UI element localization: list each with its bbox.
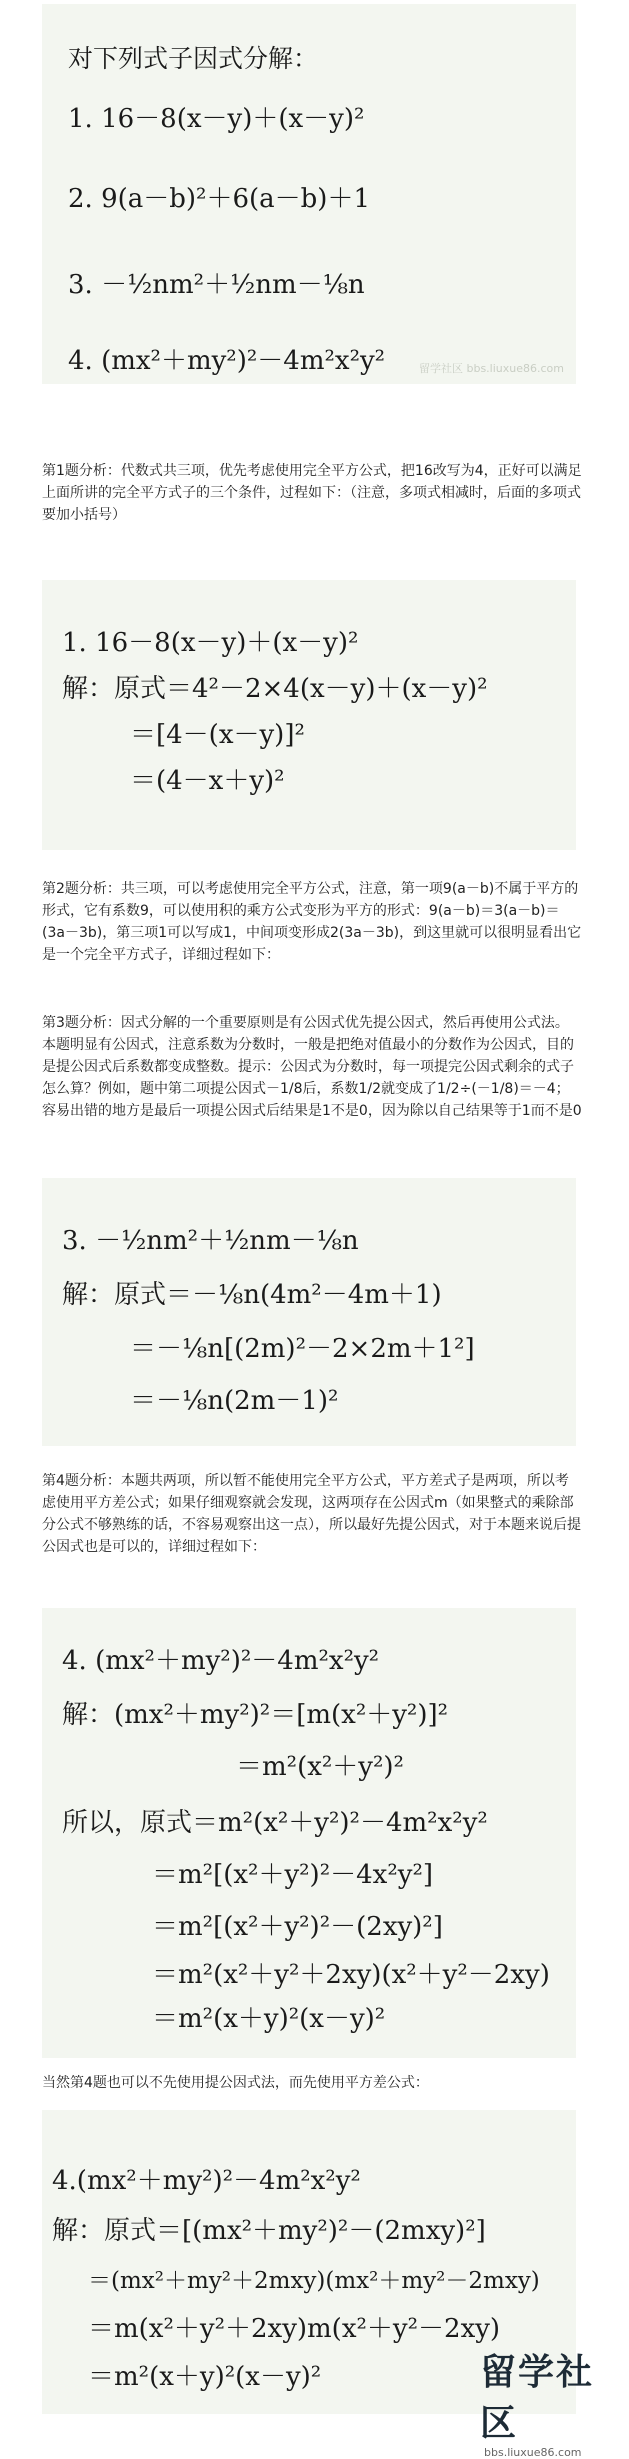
site-logo-url: bbs.liuxue86.com [484, 2446, 582, 2459]
solution-4b-line-1: 4.(mx²＋my²)²－4m²x²y² [52, 2166, 361, 2196]
analysis-2: 第2题分析：共三项，可以考虑使用完全平方公式，注意，第一项9(a－b)不属于平方的形式，它有系数9，可以使用积的乘方公式变形为平方的形式：9(a－b)＝3(a－b)＝(3a－3b)，第三项1可以写成1，中间项变形成2(3a－3b)，到这里就可以很明显看出它是一个完全平方式子，详细过程如下： [42, 881, 582, 963]
analysis-4: 第4题分析：本题共两项，所以暂不能使用完全平方公式，平方差式子是两项，所以考虑使用平方差公式；如果仔细观察就会发现，这两项存在公因式m（如果整式的乘除部分公式不够熟练的话，不容易观察出这一点），所以最好先提公因式，对于本题来说后提公因式也是可以的，详细过程如下： [42, 1473, 581, 1555]
solution-4-card [42, 1608, 576, 2058]
solution-3-line-2: 解：原式＝－⅛n(4m²－4m＋1) [62, 1280, 442, 1310]
solution-1-line-2: 解：原式＝4²－2×4(x－y)＋(x－y)² [62, 674, 488, 704]
solution-4-line-6: ＝m²[(x²＋y²)²－(2xy)²] [152, 1912, 443, 1942]
solution-4-line-5: ＝m²[(x²＋y²)²－4x²y²] [152, 1860, 434, 1890]
problems-card [42, 4, 576, 384]
solution-4-line-8: ＝m²(x＋y)²(x－y)² [152, 2004, 386, 2034]
analysis-1: 第1题分析：代数式共三项，优先考虑使用完全平方公式，把16改写为4，正好可以满足上面所讲的完全平方式子的三个条件，过程如下：（注意，多项式相减时，后面的多项式要加小括号） [42, 463, 582, 523]
solution-3-card [42, 1178, 576, 1446]
problems-title: 对下列式子因式分解： [68, 44, 319, 73]
analysis-3: 第3题分析：因式分解的一个重要原则是有公因式优先提公因式，然后再使用公式法。本题明显有公因式，注意系数为分数时，一般是把绝对值最小的分数作为公因式，目的是提公因式后系数都变成整数。提示：公因式为分数时，每一项提完公因式剩余的式子怎么算？例如，题中第二项提公因式－1/8后，系数1/2就变成了1/2÷(－1/8)＝－4；容易出错的地方是最后一项提公因式后结果是1不是0，因为除以自己结果等于1而不是0 [42, 1015, 582, 1119]
problem-3: 3. －½nm²＋½nm－⅛n [68, 270, 365, 300]
problem-1: 1. 16－8(x－y)＋(x－y)² [68, 104, 365, 134]
problem-4: 4. (mx²＋my²)²－4m²x²y² [68, 346, 386, 376]
site-logo [480, 2344, 629, 2459]
solution-1-line-4: ＝(4－x＋y)² [130, 766, 285, 796]
solution-4b-line-2: 解：原式＝[(mx²＋my²)²－(2mxy)²] [52, 2216, 486, 2246]
solution-4b-line-4: ＝m(x²＋y²＋2xy)m(x²＋y²－2xy) [88, 2314, 501, 2344]
solution-4-line-1: 4. (mx²＋my²)²－4m²x²y² [62, 1646, 380, 1676]
solution-4-line-7: ＝m²(x²＋y²＋2xy)(x²＋y²－2xy) [152, 1960, 550, 1990]
solution-1-line-3: ＝[4－(x－y)]² [130, 720, 305, 750]
solution-1-card [42, 580, 576, 850]
problem-2: 2. 9(a－b)²＋6(a－b)＋1 [68, 184, 370, 214]
solution-3-line-4: ＝－⅛n(2m－1)² [130, 1386, 339, 1416]
solution-1-line-1: 1. 16－8(x－y)＋(x－y)² [62, 628, 359, 658]
solution-4-line-2: 解：(mx²＋my²)²＝[m(x²＋y²)]² [62, 1700, 449, 1730]
solution-3-line-1: 3. －½nm²＋½nm－⅛n [62, 1226, 359, 1256]
solution-4b-line-3: ＝(mx²＋my²＋2mxy)(mx²＋my²－2mxy) [88, 2268, 540, 2294]
solution-4-line-3: ＝m²(x²＋y²)² [236, 1752, 404, 1782]
solution-3-line-3: ＝－⅛n[(2m)²－2×2m＋1²] [130, 1334, 475, 1364]
watermark: 留学社区 bbs.liuxue86.com [418, 362, 564, 375]
solution-4b-line-5: ＝m²(x＋y)²(x－y)² [88, 2362, 322, 2392]
site-logo-mark: 留学社区 [480, 2352, 595, 2444]
note-4: 当然第4题也可以不先使用提公因式法，而先使用平方差公式： [42, 2075, 429, 2091]
solution-4-line-4: 所以，原式＝m²(x²＋y²)²－4m²x²y² [62, 1808, 488, 1838]
